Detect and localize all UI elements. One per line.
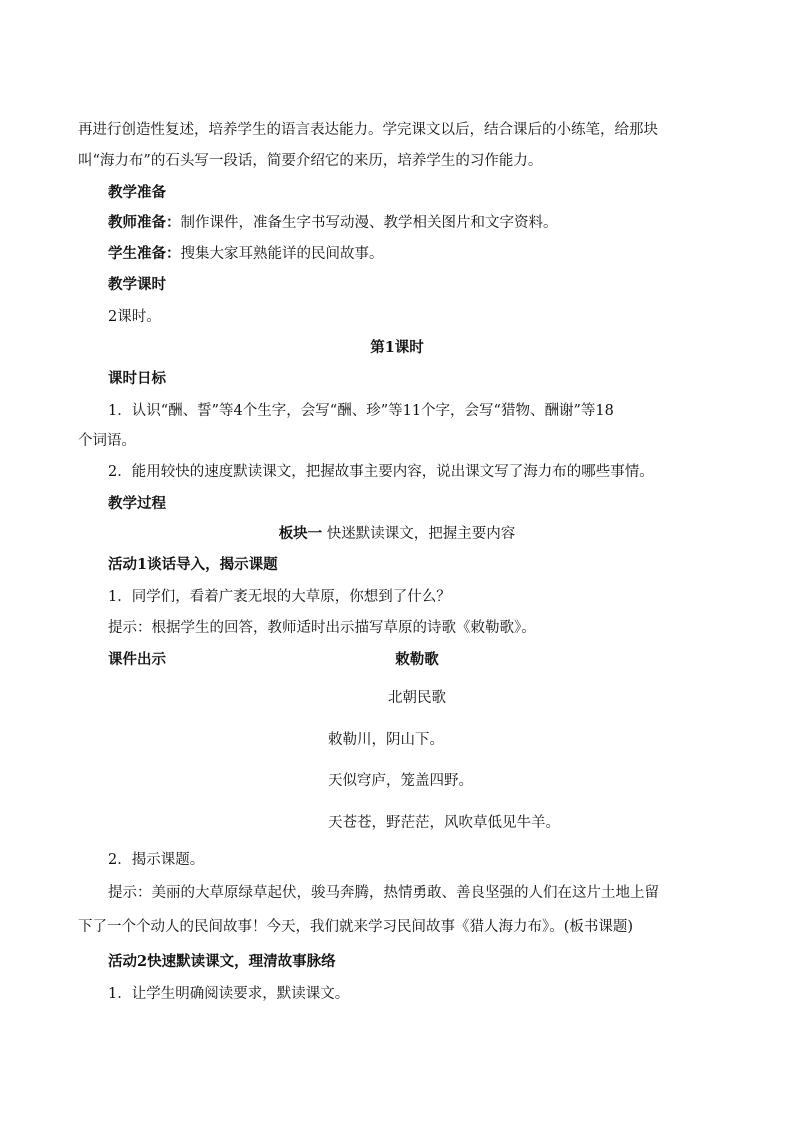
poem-line-2: 天似穹庐，笼盖四野。 bbox=[328, 773, 473, 789]
poem-title: 敕勒歌 bbox=[395, 651, 439, 668]
paragraph-line: 叫“海力布”的石头写一段话，简要介绍它的来历，培养学生的习作能力。 bbox=[78, 153, 543, 169]
teacher-prep-line bbox=[108, 213, 748, 233]
tip-2-line-1: 提示：美丽的大草原绿草起伏，骏马奔腾，热情勇敢、善良坚强的人们在这片土地上留 bbox=[108, 885, 659, 901]
section-heading-goals: 课时日标 bbox=[108, 370, 166, 387]
question-1: 1．同学们，看着广袤无垠的大草原，你想到了什么？ bbox=[108, 589, 451, 605]
goal-2-line: 2．能用较快的速度默读课文，把握故事主要内容，说出课文写了海力布的哪些事情。 bbox=[108, 464, 654, 480]
block-1-heading bbox=[0, 524, 794, 544]
student-prep-text: 搜集大家耳熟能详的民间故事。 bbox=[180, 246, 384, 262]
goal-1-line: 1．认识“酬、誓”等4个生字，会写“酬、珍”等11个字，会写“猎物、酬谢”等18 bbox=[108, 403, 614, 419]
block-1-label: 板块一 bbox=[278, 525, 323, 542]
block-1-text: 快迷默读课文，把握主要内容 bbox=[322, 526, 516, 542]
question-2: 2．揭示课题。 bbox=[108, 852, 205, 868]
activity-2-heading: 活动2快速默读课文，理清故事脉络 bbox=[108, 953, 336, 970]
question-3: 1．让学生明确阅读要求，默读课文。 bbox=[108, 986, 350, 1002]
section-heading-process: 教学过程 bbox=[108, 495, 166, 512]
section-heading-preparation: 教学准备 bbox=[108, 184, 166, 201]
lesson-title: 第1课时 bbox=[370, 339, 424, 356]
student-prep-line bbox=[108, 244, 748, 264]
poem-line-3: 天苍苍，野茫茫，风吹草低见牛羊。 bbox=[328, 815, 560, 831]
hours-text: 2课时。 bbox=[108, 309, 161, 325]
goal-1-continuation: 个词语。 bbox=[78, 433, 136, 449]
courseware-label: 课件出示 bbox=[108, 651, 166, 668]
teacher-prep-text: 制作课件，准备生字书写动漫、教学相关图片和文字资料。 bbox=[180, 215, 558, 231]
tip-1: 提示：根据学生的回答，教师适时出示描写草原的诗歌《敕勒歌》。 bbox=[108, 620, 536, 636]
section-heading-hours: 教学课时 bbox=[108, 276, 166, 293]
poem-author: 北朝民歌 bbox=[388, 690, 446, 706]
student-prep-label: 学生准备： bbox=[108, 245, 181, 262]
activity-1-heading: 活动1谈话导入，揭示课题 bbox=[108, 556, 278, 573]
paragraph-line: 再进行创造性复述，培养学生的语言表达能力。学完课文以后，结合课后的小练笔，给那块 bbox=[78, 122, 658, 138]
teacher-prep-label: 教师准备： bbox=[108, 214, 181, 231]
poem-line-1: 敕勒川，阴山下。 bbox=[328, 732, 444, 748]
tip-2-line-2: 下了一个个动人的民间故事！今天，我们就来学习民间故事《猎人海力布》。(板书课题) bbox=[78, 919, 634, 935]
